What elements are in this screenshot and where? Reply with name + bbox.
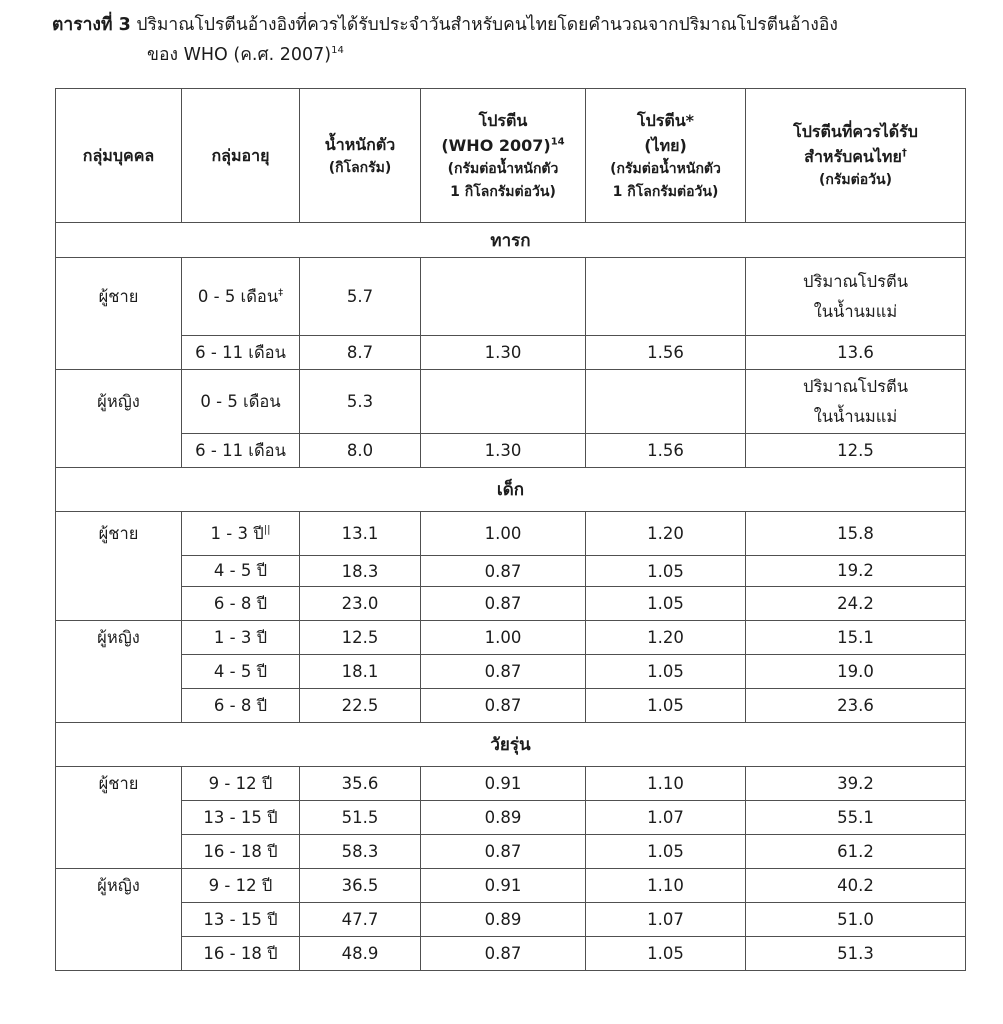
thai-value: 1.05 xyxy=(647,696,684,715)
who-value: 0.89 xyxy=(484,910,522,929)
cell-req1 xyxy=(746,869,966,903)
cell-req1 xyxy=(746,587,966,621)
cell-group xyxy=(56,937,182,971)
header-age: กลุ่มอายุ xyxy=(182,89,300,223)
cell-who xyxy=(421,621,586,655)
cell-req1 xyxy=(746,336,966,370)
age-label: 6 - 11 เดือน xyxy=(195,342,286,362)
cell-group xyxy=(56,556,182,587)
table-row xyxy=(56,689,966,723)
header-thai-protein: โปรตีน* (ไทย) (กรัมต่อน้ำหนักตัว 1 กิโลกรัมต่อวัน) xyxy=(586,89,746,223)
table-row xyxy=(56,655,966,689)
required-protein-value: ปริมาณโปรตีน xyxy=(803,271,908,291)
cell-age xyxy=(182,689,300,723)
cell-req1 xyxy=(746,835,966,869)
cell-weight xyxy=(300,621,421,655)
cell-age xyxy=(182,903,300,937)
cell-weight xyxy=(300,937,421,971)
weight-value: 18.3 xyxy=(341,561,379,581)
weight-value: 12.5 xyxy=(341,628,379,647)
age-label: 4 - 5 ปี xyxy=(213,561,268,580)
cell-group xyxy=(56,655,182,689)
cell-req1 xyxy=(746,434,966,468)
group-label: ผู้หญิง xyxy=(97,391,140,411)
cell-group xyxy=(56,434,182,468)
header-group: กลุ่มบุคคล xyxy=(56,89,182,223)
weight-value: 35.6 xyxy=(341,774,379,793)
required-protein-value: 12.5 xyxy=(837,440,874,460)
age-label: 1 - 3 ปี xyxy=(210,523,264,543)
weight-value: 36.5 xyxy=(341,876,379,895)
age-label: 16 - 18 ปี xyxy=(203,943,278,963)
caption-line-2-text: ของ WHO (ค.ศ. 2007) xyxy=(147,45,332,65)
cell-who xyxy=(421,937,586,971)
cell-age xyxy=(182,556,300,587)
cell-who xyxy=(421,869,586,903)
cell-weight xyxy=(300,556,421,587)
cell-weight xyxy=(300,903,421,937)
cell-age xyxy=(182,767,300,801)
group-label: ผู้หญิง xyxy=(97,627,140,647)
group-label: ผู้ชาย xyxy=(98,523,139,543)
required-protein-value: 24.2 xyxy=(837,593,874,613)
teen-rows xyxy=(56,767,966,971)
infant-rows xyxy=(56,258,966,468)
cell-weight xyxy=(300,767,421,801)
cell-group xyxy=(56,903,182,937)
age-label: 6 - 8 ปี xyxy=(213,593,268,613)
who-value: 0.87 xyxy=(484,594,522,613)
thai-value: 1.05 xyxy=(647,594,684,613)
cell-req1 xyxy=(746,689,966,723)
cell-group xyxy=(56,336,182,370)
who-value: 1.30 xyxy=(484,441,522,460)
required-protein-value: 19.0 xyxy=(837,661,874,681)
cell-age xyxy=(182,370,300,434)
required-protein-value: 51.0 xyxy=(837,909,874,929)
cell-weight xyxy=(300,869,421,903)
caption-line-2 xyxy=(147,40,982,70)
age-label: 13 - 15 ปี xyxy=(203,909,278,929)
cell-age xyxy=(182,655,300,689)
required-protein-note: ในน้ำนมแม่ xyxy=(813,301,898,321)
thai-value: 1.56 xyxy=(647,441,684,460)
cell-req1 xyxy=(746,903,966,937)
age-label: 6 - 11 เดือน xyxy=(195,440,286,460)
thai-value: 1.07 xyxy=(647,808,684,827)
thai-value: 1.20 xyxy=(647,628,684,647)
weight-value: 22.5 xyxy=(341,696,379,715)
thai-value: 1.56 xyxy=(647,343,684,362)
cell-weight xyxy=(300,336,421,370)
cell-group xyxy=(56,258,182,336)
header-who-protein: โปรตีน (WHO 2007)$^{14}$ (กรัมต่อน้ำหนักตัว 1 กิโลกรัมต่อวัน) xyxy=(421,89,586,223)
cell-weight xyxy=(300,689,421,723)
weight-value: 8.0 xyxy=(346,441,374,460)
cell-age xyxy=(182,937,300,971)
table-row xyxy=(56,434,966,468)
cell-group xyxy=(56,801,182,835)
protein-table xyxy=(55,88,966,971)
section-row-teen xyxy=(56,723,966,767)
section-label: วัยรุ่น xyxy=(56,723,966,767)
required-protein-value: 55.1 xyxy=(837,807,874,827)
weight-value: 18.1 xyxy=(341,662,379,681)
cell-req1 xyxy=(746,937,966,971)
cell-weight xyxy=(300,258,421,336)
cell-weight xyxy=(300,835,421,869)
required-protein-value: ปริมาณโปรตีน xyxy=(803,376,908,396)
table-row xyxy=(56,336,966,370)
cell-req1 xyxy=(746,258,966,336)
cell-group xyxy=(56,512,182,556)
required-protein-value: 13.6 xyxy=(837,342,874,362)
group-label: ผู้ชาย xyxy=(98,286,139,306)
cell-thai xyxy=(586,434,746,468)
thai-value: 1.20 xyxy=(647,524,684,543)
cell-req1 xyxy=(746,370,966,434)
age-label: 0 - 5 เดือน xyxy=(197,286,279,306)
who-value: 0.87 xyxy=(484,944,522,963)
age-label: 1 - 3 ปี xyxy=(213,627,268,647)
thai-value: 1.05 xyxy=(647,662,684,681)
age-label: 16 - 18 ปี xyxy=(203,841,278,861)
weight-value: 8.7 xyxy=(346,343,374,362)
table-row xyxy=(56,556,966,587)
weight-value: 58.3 xyxy=(341,842,379,861)
header-weight: น้ำหนักตัว (กิโลกรัม) xyxy=(300,89,421,223)
cell-group xyxy=(56,370,182,434)
cell-age xyxy=(182,258,300,336)
thai-value: 1.07 xyxy=(647,910,684,929)
who-value: 0.91 xyxy=(484,774,522,793)
cell-age xyxy=(182,512,300,556)
section-row-child xyxy=(56,468,966,512)
cell-weight xyxy=(300,434,421,468)
caption-title: ปริมาณโปรตีนอ้างอิงที่ควรได้รับประจำวันสำหรับคนไทยโดยคำนวณจากปริมาณโปรตีนอ้างอิง xyxy=(136,15,838,35)
caption-label: ตารางที่ 3 xyxy=(52,15,131,35)
section-label: เด็ก xyxy=(56,468,966,512)
group-label: ผู้ชาย xyxy=(98,773,139,793)
cell-thai xyxy=(586,903,746,937)
cell-req1 xyxy=(746,655,966,689)
table-row xyxy=(56,801,966,835)
section-row-infant xyxy=(56,223,966,258)
table-row xyxy=(56,767,966,801)
cell-thai xyxy=(586,556,746,587)
cell-group xyxy=(56,767,182,801)
cell-thai xyxy=(586,336,746,370)
required-protein-value: 39.2 xyxy=(837,773,874,793)
thai-value: 1.05 xyxy=(647,842,684,861)
required-protein-value: 40.2 xyxy=(837,875,874,895)
weight-value: 23.0 xyxy=(341,594,379,613)
cell-thai xyxy=(586,512,746,556)
thai-value: 1.10 xyxy=(647,774,684,793)
header-row xyxy=(56,89,966,223)
cell-thai xyxy=(586,258,746,336)
table-row xyxy=(56,937,966,971)
caption-line-1 xyxy=(52,10,982,40)
cell-who xyxy=(421,258,586,336)
cell-req1 xyxy=(746,801,966,835)
cell-group xyxy=(56,621,182,655)
cell-who xyxy=(421,336,586,370)
cell-req1 xyxy=(746,556,966,587)
cell-req1 xyxy=(746,621,966,655)
age-footnote-mark: || xyxy=(263,524,271,535)
required-protein-value: 19.2 xyxy=(837,561,874,580)
who-value: 1.00 xyxy=(484,628,522,647)
cell-group xyxy=(56,689,182,723)
cell-who xyxy=(421,767,586,801)
cell-who xyxy=(421,801,586,835)
table-row xyxy=(56,835,966,869)
age-label: 9 - 12 ปี xyxy=(208,875,273,895)
age-footnote-mark: ‡ xyxy=(278,287,284,298)
who-value: 0.89 xyxy=(484,808,522,827)
required-protein-value: 23.6 xyxy=(837,695,874,715)
age-label: 0 - 5 เดือน xyxy=(200,391,281,411)
cell-req1 xyxy=(746,767,966,801)
who-value: 0.91 xyxy=(484,876,522,895)
table-caption xyxy=(52,10,982,70)
cell-group xyxy=(56,869,182,903)
cell-who xyxy=(421,434,586,468)
thai-value: 1.05 xyxy=(647,944,684,963)
thai-value: 1.10 xyxy=(647,876,684,895)
cell-age xyxy=(182,869,300,903)
cell-thai xyxy=(586,655,746,689)
cell-req1 xyxy=(746,512,966,556)
cell-thai xyxy=(586,621,746,655)
cell-age xyxy=(182,434,300,468)
cell-age xyxy=(182,801,300,835)
cell-thai xyxy=(586,937,746,971)
who-value: 0.87 xyxy=(484,696,522,715)
who-value: 0.87 xyxy=(484,842,522,861)
cell-thai xyxy=(586,587,746,621)
who-value: 1.30 xyxy=(484,343,522,362)
cell-weight xyxy=(300,370,421,434)
cell-weight xyxy=(300,512,421,556)
table-row xyxy=(56,621,966,655)
age-label: 4 - 5 ปี xyxy=(213,661,268,681)
who-value: 1.00 xyxy=(484,524,522,543)
cell-who xyxy=(421,835,586,869)
cell-thai xyxy=(586,801,746,835)
cell-thai xyxy=(586,689,746,723)
cell-who xyxy=(421,655,586,689)
cell-age xyxy=(182,621,300,655)
table-row xyxy=(56,370,966,434)
cell-who xyxy=(421,903,586,937)
cell-group xyxy=(56,835,182,869)
table-row xyxy=(56,258,966,336)
weight-value: 5.7 xyxy=(346,287,374,306)
age-label: 9 - 12 ปี xyxy=(208,773,273,793)
cell-who xyxy=(421,689,586,723)
thai-value: 1.05 xyxy=(647,561,684,581)
cell-thai xyxy=(586,370,746,434)
who-value: 0.87 xyxy=(484,662,522,681)
weight-value: 47.7 xyxy=(341,910,379,929)
cell-age xyxy=(182,336,300,370)
cell-thai xyxy=(586,767,746,801)
cell-who xyxy=(421,587,586,621)
section-label: ทารก xyxy=(56,223,966,258)
cell-who xyxy=(421,556,586,587)
cell-age xyxy=(182,835,300,869)
weight-value: 51.5 xyxy=(341,808,379,827)
required-protein-value: 61.2 xyxy=(837,841,874,861)
cell-weight xyxy=(300,801,421,835)
group-label: ผู้หญิง xyxy=(97,875,140,895)
table-row xyxy=(56,869,966,903)
weight-value: 13.1 xyxy=(341,524,379,543)
cell-age xyxy=(182,587,300,621)
table-row xyxy=(56,903,966,937)
required-protein-value: 15.1 xyxy=(837,627,874,647)
table-row xyxy=(56,512,966,556)
cell-who xyxy=(421,512,586,556)
required-protein-value: 51.3 xyxy=(837,943,874,963)
child-rows xyxy=(56,512,966,723)
cell-group xyxy=(56,587,182,621)
cell-thai xyxy=(586,835,746,869)
required-protein-value: 15.8 xyxy=(837,523,874,543)
who-value: 0.87 xyxy=(484,561,522,581)
weight-value: 48.9 xyxy=(341,944,379,963)
cell-who xyxy=(421,370,586,434)
cell-weight xyxy=(300,587,421,621)
weight-value: 5.3 xyxy=(346,392,374,411)
cell-thai xyxy=(586,869,746,903)
cell-weight xyxy=(300,655,421,689)
age-label: 6 - 8 ปี xyxy=(213,695,268,715)
caption-reference-sup: 14 xyxy=(331,45,344,57)
header-required-protein: โปรตีนที่ควรได้รับ สำหรับคนไทย† (กรัมต่อวัน) xyxy=(746,89,966,223)
required-protein-note: ในน้ำนมแม่ xyxy=(813,406,898,426)
table-row xyxy=(56,587,966,621)
age-label: 13 - 15 ปี xyxy=(203,807,278,827)
